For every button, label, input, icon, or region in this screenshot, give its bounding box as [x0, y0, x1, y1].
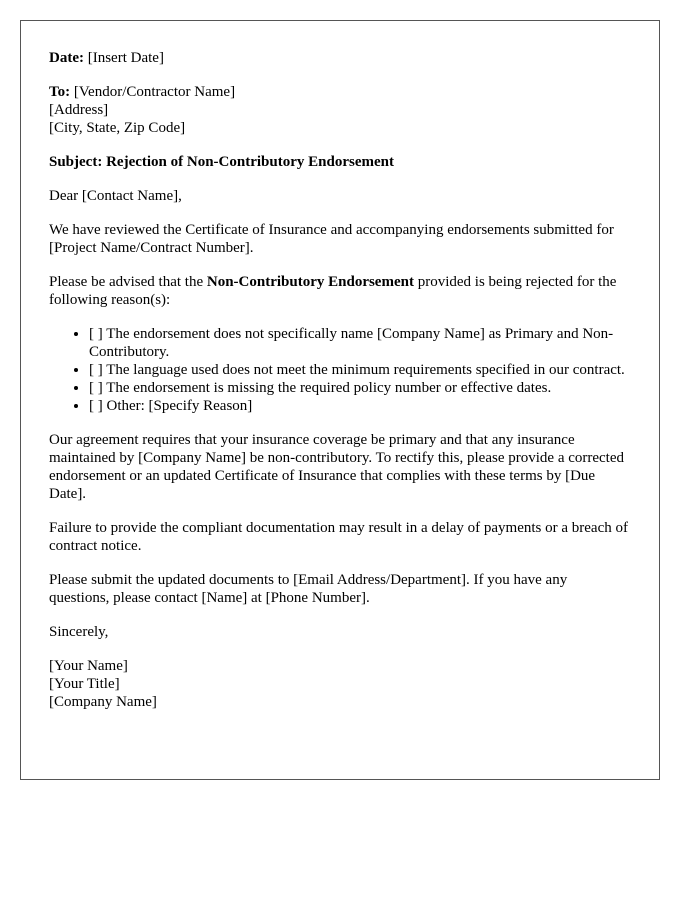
- reason-item: • [ ] Other: [Specify Reason]: [89, 397, 631, 415]
- subject-line: Subject: Rejection of Non-Contributory Endorsement: [49, 154, 394, 170]
- advised-text-before: Please be advised that the: [49, 274, 207, 290]
- reason-item: • [ ] The endorsement does not specifically name [Company Name] as Primary and Non-Contributory.: [89, 325, 631, 361]
- letter-document: [20, 20, 660, 780]
- advised-text-bold: Non-Contributory Endorsement: [206, 274, 414, 290]
- date-value: [Insert Date]: [87, 50, 164, 66]
- recipient-city: [City, State, Zip Code]: [49, 120, 186, 136]
- recipient-name: [Vendor/Contractor Name]: [73, 84, 236, 100]
- advised-paragraph: [49, 273, 631, 309]
- submit-paragraph: Please submit the updated documents to [Email Address/Department]. If you have any questions, please contact [Name] at [Phone Number].: [49, 572, 568, 606]
- signer-company: [Company Name]: [49, 694, 157, 710]
- intro-paragraph: We have reviewed the Certificate of Insurance and accompanying endorsements submitted for [Project Name/Contract Number].: [49, 222, 614, 256]
- salutation: Dear [Contact Name],: [49, 188, 182, 204]
- recipient-address: [Address]: [49, 102, 109, 118]
- date-label: Date:: [49, 50, 84, 66]
- to-label: To:: [49, 84, 71, 100]
- reason-item: • [ ] The language used does not meet the minimum requirements specified in our contract.: [89, 361, 631, 379]
- recipient-name-line: [49, 83, 631, 101]
- agreement-paragraph: Our agreement requires that your insurance coverage be primary and that any insurance maintained by [Company Name] be non-contributory. To rectify this, please provide a corrected endorsement or an updated Certificate of Insurance that complies with these terms by [Due Date].: [49, 432, 625, 502]
- reason-item: • [ ] The endorsement is missing the required policy number or effective dates.: [89, 379, 631, 397]
- reasons-list: [49, 325, 631, 415]
- signature-block: [49, 657, 631, 711]
- sign-off: Sincerely,: [49, 624, 109, 640]
- recipient-block: [49, 83, 631, 137]
- signer-title: [Your Title]: [49, 676, 120, 692]
- failure-paragraph: Failure to provide the compliant documentation may result in a delay of payments or a breach of contract notice.: [49, 520, 628, 554]
- advised-text-after: provided is being rejected for the following reason(s):: [49, 274, 617, 308]
- date-line: [49, 49, 631, 67]
- signer-name: [Your Name]: [49, 658, 128, 674]
